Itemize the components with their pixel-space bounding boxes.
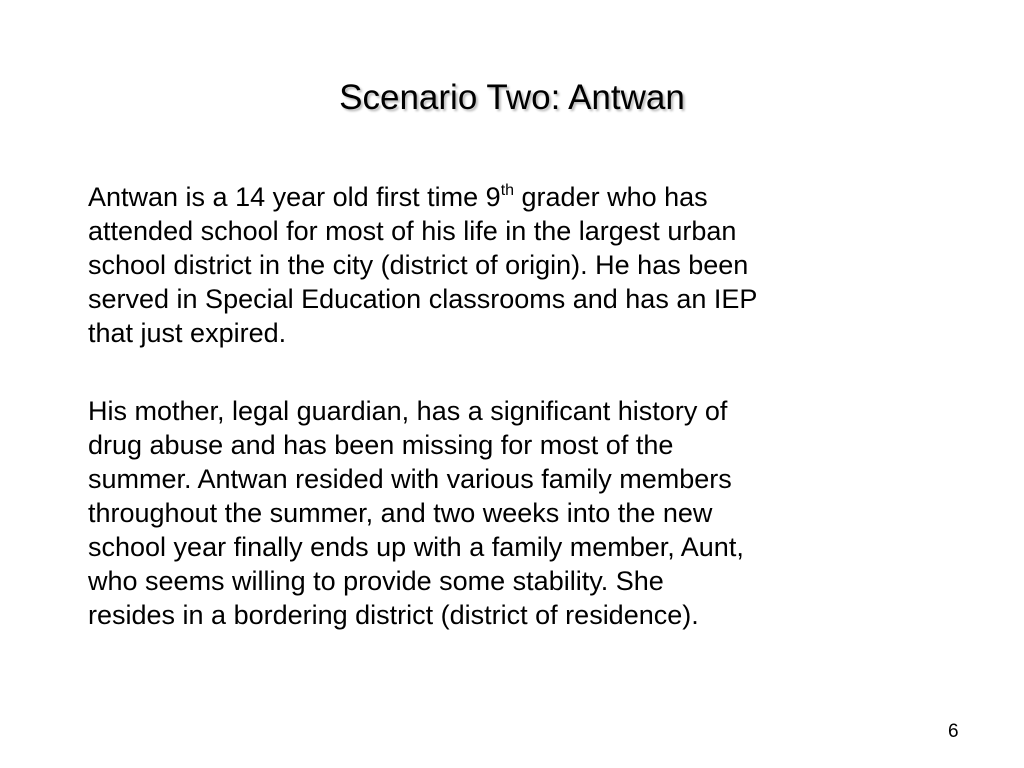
paragraph-line: served in Special Education classrooms and has an IEP xyxy=(88,284,758,314)
paragraph-line: attended school for most of his life in the largest urban xyxy=(88,216,737,246)
superscript-text: th xyxy=(500,182,515,199)
paragraph-line: who seems willing to provide some stability. She xyxy=(88,566,664,596)
paragraph-antwan-background xyxy=(88,180,948,350)
paragraph-line: school year finally ends up with a family member, Aunt, xyxy=(88,532,744,562)
paragraph-line: school district in the city (district of origin). He has been xyxy=(88,250,749,280)
paragraph-line xyxy=(88,180,948,214)
text-run: Antwan is a 14 year old first time 9 xyxy=(88,182,501,212)
paragraph-line: summer. Antwan resided with various family members xyxy=(88,464,732,494)
slide-title: Scenario Two: Antwan xyxy=(339,78,685,117)
paragraph-line: throughout the summer, and two weeks into the new xyxy=(88,498,713,528)
text-run: grader who has xyxy=(514,182,708,212)
page-number: 6 xyxy=(948,721,959,742)
paragraph-line: that just expired. xyxy=(88,318,287,348)
paragraph-line: resides in a bordering district (district of residence). xyxy=(88,600,699,630)
paragraph-line: His mother, legal guardian, has a significant history of xyxy=(88,396,728,426)
paragraph-line: drug abuse and has been missing for most of the xyxy=(88,430,674,460)
paragraph-family-situation xyxy=(88,394,948,632)
